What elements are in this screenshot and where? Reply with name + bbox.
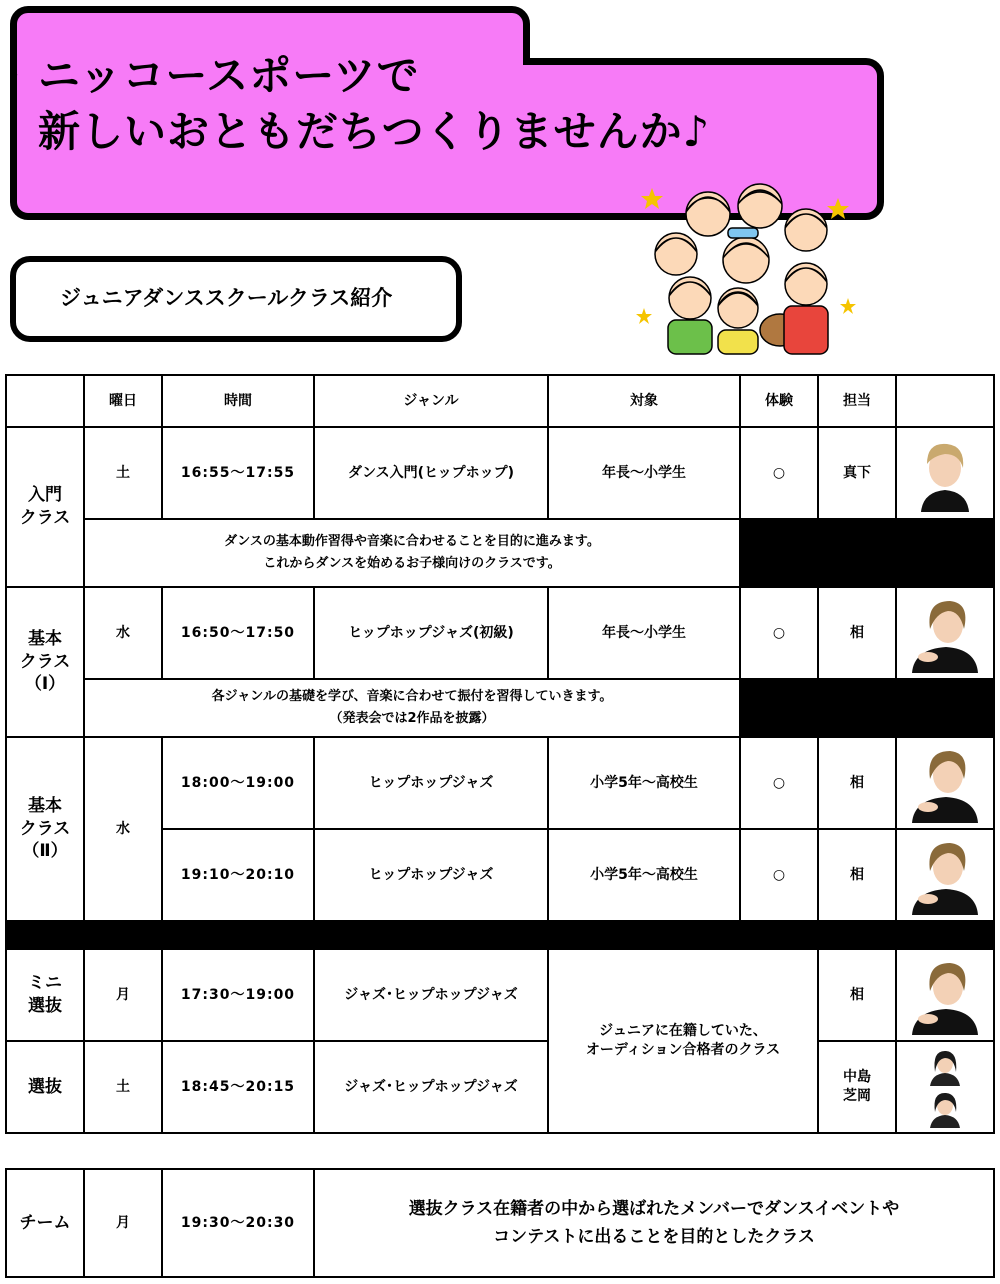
class-description-basic-1: 各ジャンルの基礎を学び、音楽に合わせて振付を習得していきます。 （発表会では2作品を披露） <box>84 679 740 737</box>
header-day: 曜日 <box>84 375 162 427</box>
teacher-photo <box>896 737 994 829</box>
genre-cell: ヒップホップジャズ(初級) <box>314 587 548 679</box>
genre-cell: ヒップホップジャズ <box>314 737 548 829</box>
subtitle-box <box>10 256 462 342</box>
teacher-photo <box>896 427 994 519</box>
class-name-basic-2: 基本 クラス （Ⅱ） <box>6 737 84 921</box>
table-row <box>6 679 994 737</box>
trial-cell: ○ <box>740 587 818 679</box>
class-name-team: チーム <box>6 1169 84 1277</box>
teacher-photos <box>896 1041 994 1133</box>
genre-cell: ヒップホップジャズ <box>314 829 548 921</box>
table-row <box>6 519 994 587</box>
table-row <box>6 1169 994 1277</box>
table-row <box>6 427 994 519</box>
day-cell: 土 <box>84 427 162 519</box>
table-row <box>6 949 994 1041</box>
class-description-intro: ダンスの基本動作習得や音楽に合わせることを目的に進みます。 これからダンスを始めるお子様向けのクラスです。 <box>84 519 740 587</box>
target-cell: 小学5年～高校生 <box>548 737 740 829</box>
day-cell: 土 <box>84 1041 162 1133</box>
teacher-photo-image <box>926 1046 964 1086</box>
teacher-photo <box>896 829 994 921</box>
target-cell: 小学5年～高校生 <box>548 829 740 921</box>
day-cell: 月 <box>84 949 162 1041</box>
genre-cell: ジャズ･ヒップホップジャズ <box>314 949 548 1041</box>
teacher-cell: 相 <box>818 737 896 829</box>
teacher-photo-image <box>913 434 977 512</box>
trial-cell: ○ <box>740 737 818 829</box>
headline-line-1: ニッコースポーツで <box>38 51 420 100</box>
time-cell: 16:55～17:55 <box>162 427 314 519</box>
teacher-photo <box>896 587 994 679</box>
class-name-basic-1: 基本 クラス （Ⅰ） <box>6 587 84 737</box>
day-cell: 水 <box>84 587 162 679</box>
headline-text <box>38 48 710 160</box>
header-genre: ジャンル <box>314 375 548 427</box>
class-name-select: 選抜 <box>6 1041 84 1133</box>
class-schedule-table <box>5 374 995 1134</box>
day-cell: 月 <box>84 1169 162 1277</box>
table-row <box>6 587 994 679</box>
teacher-photo <box>896 949 994 1041</box>
teacher-photo-image <box>908 955 982 1035</box>
table-header-row <box>6 375 994 427</box>
teacher-photo-image <box>908 835 982 915</box>
header-target: 対象 <box>548 375 740 427</box>
team-class-table <box>5 1168 995 1278</box>
teacher-photo-image <box>908 593 982 673</box>
table-row <box>6 737 994 829</box>
trial-cell: ○ <box>740 427 818 519</box>
teacher-photo-image <box>908 743 982 823</box>
class-description-team: 選抜クラス在籍者の中から選ばれたメンバーでダンスイベントや コンテストに出ることを目的としたクラス <box>314 1169 994 1277</box>
table-separator <box>6 921 994 949</box>
day-cell: 水 <box>84 737 162 921</box>
teacher-photo-image <box>926 1088 964 1128</box>
target-cell: 年長～小学生 <box>548 427 740 519</box>
time-cell: 19:10～20:10 <box>162 829 314 921</box>
table-row <box>6 1041 994 1133</box>
trial-cell: ○ <box>740 829 818 921</box>
target-cell-select: ジュニアに在籍していた、 オーディション合格者のクラス <box>548 949 818 1133</box>
time-cell: 19:30～20:30 <box>162 1169 314 1277</box>
genre-cell: ジャズ･ヒップホップジャズ <box>314 1041 548 1133</box>
time-cell: 17:30～19:00 <box>162 949 314 1041</box>
genre-cell: ダンス入門(ヒップホップ) <box>314 427 548 519</box>
teacher-cell: 中島 芝岡 <box>818 1041 896 1133</box>
subtitle-text: ジュニアダンススクールクラス紹介 <box>60 286 393 310</box>
teacher-cell: 真下 <box>818 427 896 519</box>
header-time: 時間 <box>162 375 314 427</box>
headline-line-2: 新しいおともだちつくりませんか♪ <box>38 107 711 156</box>
time-cell: 18:00～19:00 <box>162 737 314 829</box>
class-name-intro: 入門 クラス <box>6 427 84 587</box>
children-illustration <box>632 168 860 356</box>
header-teacher: 担当 <box>818 375 896 427</box>
class-name-mini-select: ミニ 選抜 <box>6 949 84 1041</box>
teacher-cell: 相 <box>818 949 896 1041</box>
time-cell: 16:50～17:50 <box>162 587 314 679</box>
header-trial: 体験 <box>740 375 818 427</box>
teacher-cell: 相 <box>818 587 896 679</box>
target-cell: 年長～小学生 <box>548 587 740 679</box>
teacher-cell: 相 <box>818 829 896 921</box>
time-cell: 18:45～20:15 <box>162 1041 314 1133</box>
